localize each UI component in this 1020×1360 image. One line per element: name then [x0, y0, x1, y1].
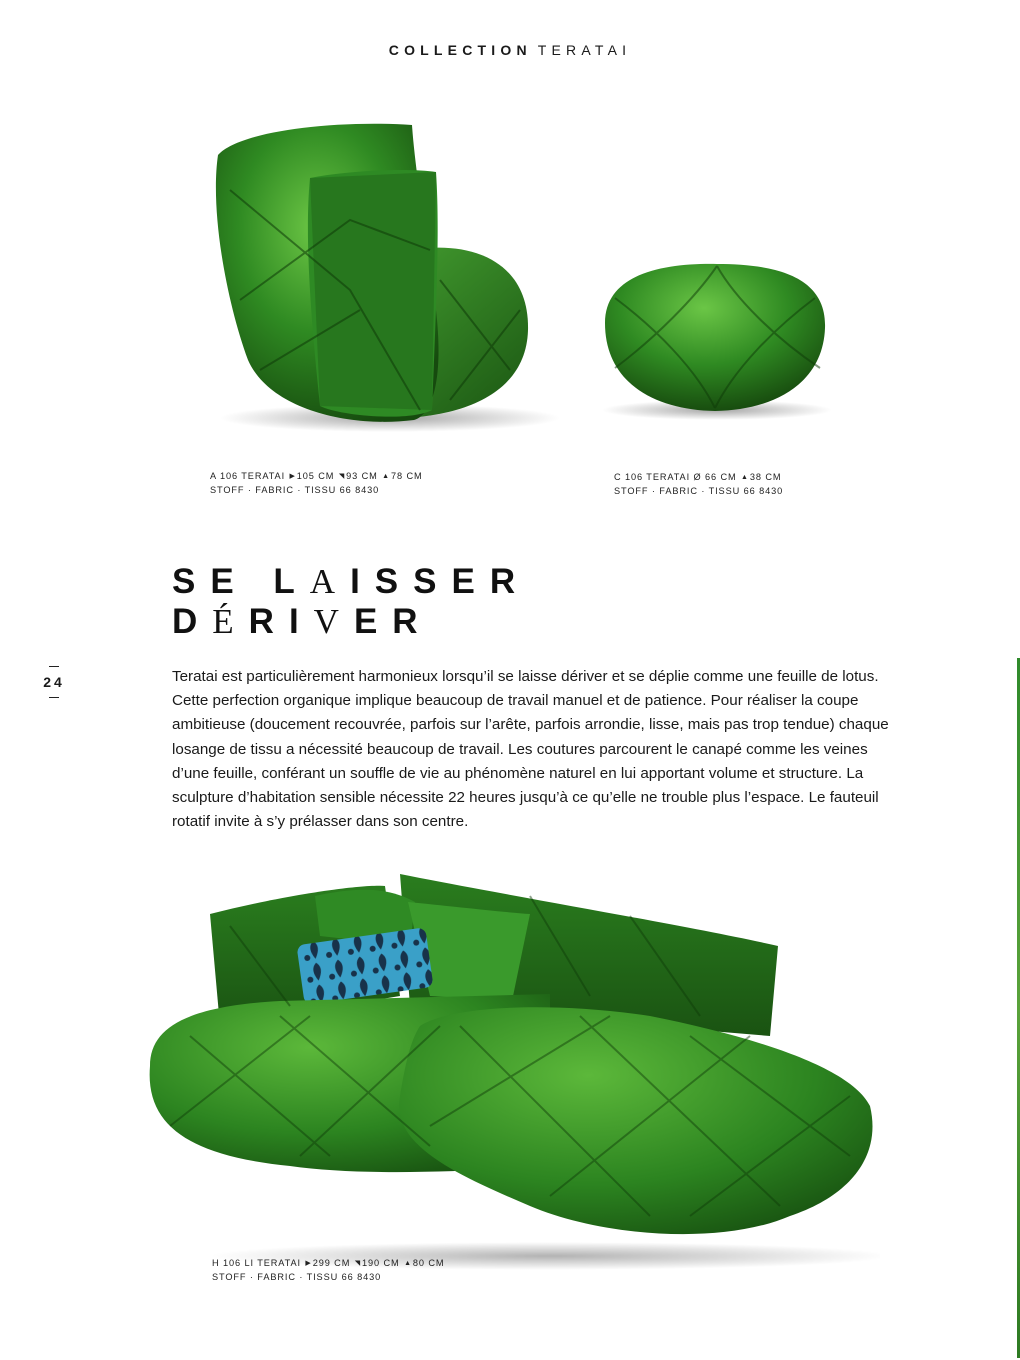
height-arrow-icon: ▲ [382, 473, 390, 480]
lounge-chair-caption [210, 470, 423, 497]
width-arrow-icon: ▶ [305, 1260, 312, 1267]
lounge-chair-code: A 106 TERATAI [210, 471, 286, 481]
divider [49, 666, 59, 667]
pouf-diameter: Ø 66 CM [693, 472, 737, 482]
corner-sofa-width: 299 CM [312, 1258, 351, 1268]
page-number [30, 660, 78, 704]
depth-arrow-icon: ◥ [354, 1260, 362, 1267]
page-headline [172, 562, 530, 642]
divider [49, 697, 59, 698]
corner-sofa-height: 80 CM [412, 1258, 445, 1268]
pouf-caption [614, 471, 783, 498]
height-arrow-icon: ▲ [404, 1260, 412, 1267]
lounge-chair-height: 78 CM [390, 471, 423, 481]
lounge-chair-fabric: STOFF · FABRIC · TISSU 66 8430 [210, 485, 380, 495]
corner-sofa-depth: 190 CM [362, 1258, 400, 1268]
height-arrow-icon: ▲ [741, 474, 749, 481]
body-paragraph: Teratai est particulièrement harmonieux lorsqu’il se laisse dériver et se déplie comme une feuille de lotus. Cette perfection organique implique beaucoup de travail manuel et de patience. Pour réaliser la coupe ambitieuse (doucement recouvrée, parfois sur l’arête, parfois arrondie, lisse, mais pas trop tendue) chaque losange de tissu a nécessité beaucoup de travail. Les coutures parcourent le canapé comme les veines d’une feuille, conférant un souffle de vie au phénomène naturel en lui apportant volume et structure. La sculpture d’habitation sensible nécessite 22 heures jusqu’à ce qu’elle ne trouble plus l’espace. Le fauteuil rotatif invite à s’y prélasser dans son centre. [172, 668, 889, 831]
lounge-chair-depth: 93 CM [346, 471, 378, 481]
lounge-chair-image [200, 110, 560, 440]
headline-line-1: SE LAISSER [172, 562, 531, 601]
pouf-fabric: STOFF · FABRIC · TISSU 66 8430 [614, 486, 784, 496]
width-arrow-icon: ▶ [289, 473, 296, 480]
headline-line-2: DÉRIVER [172, 602, 433, 641]
page-number-value: 24 [43, 674, 65, 690]
pouf-height: 38 CM [749, 472, 782, 482]
corner-sofa-caption [212, 1257, 444, 1284]
corner-sofa-code: H 106 LI TERATAI [212, 1258, 301, 1268]
corner-sofa-image [130, 866, 880, 1276]
lounge-chair-width: 105 CM [296, 471, 335, 481]
pouf-code: C 106 TERATAI [614, 472, 691, 482]
depth-arrow-icon: ◥ [338, 473, 346, 480]
collection-name: TERATAI [537, 42, 632, 58]
corner-sofa-fabric: STOFF · FABRIC · TISSU 66 8430 [212, 1272, 382, 1282]
collection-header [0, 42, 1020, 58]
pouf-image [595, 258, 840, 428]
collection-word: COLLECTION [388, 42, 532, 58]
